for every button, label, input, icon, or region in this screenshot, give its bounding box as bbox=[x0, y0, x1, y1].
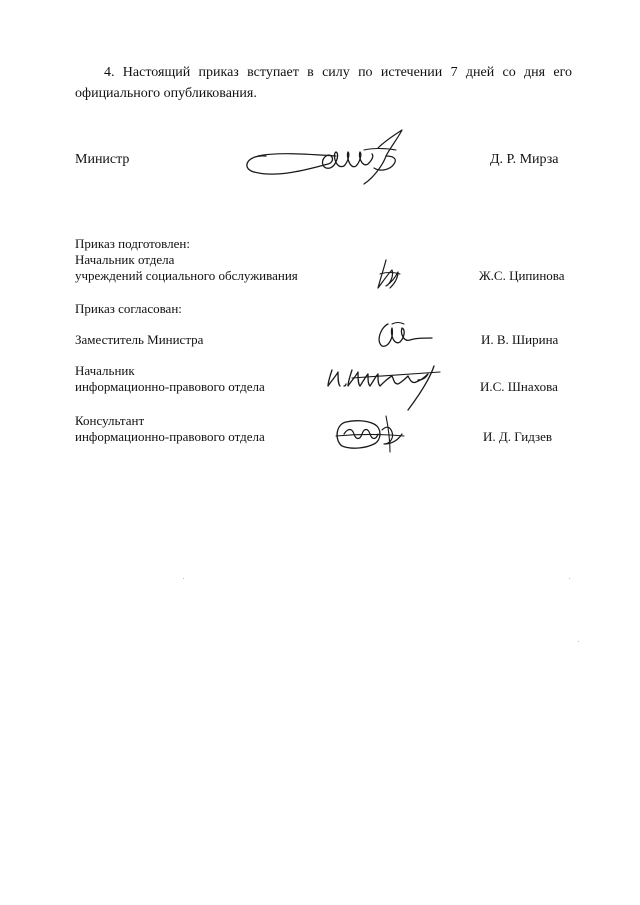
prepared-signature bbox=[374, 258, 404, 292]
minister-signature bbox=[236, 126, 406, 188]
deputy-minister-signature bbox=[374, 318, 436, 352]
scan-speck bbox=[569, 578, 570, 579]
legal-head-signature bbox=[322, 358, 448, 416]
consultant-position-line-1: Консультант bbox=[75, 413, 145, 428]
scan-speck bbox=[578, 641, 579, 642]
minister-title: Министр bbox=[75, 152, 130, 167]
order-paragraph-4 bbox=[75, 62, 572, 104]
deputy-minister-name: И. В. Ширина bbox=[481, 332, 559, 347]
deputy-minister-position: Заместитель Министра bbox=[75, 332, 204, 347]
prepared-position-line-1: Начальник отдела bbox=[75, 252, 175, 267]
prepared-heading: Приказ подготовлен: bbox=[75, 236, 190, 251]
prepared-name: Ж.С. Ципинова bbox=[479, 268, 565, 283]
legal-head-position-line-1: Начальник bbox=[75, 363, 135, 378]
agreed-heading: Приказ согласован: bbox=[75, 301, 182, 316]
paragraph-line-1: 4. Настоящий приказ вступает в силу по истечении 7 дней со дня его bbox=[104, 65, 572, 80]
consultant-name: И. Д. Гидзев bbox=[483, 429, 553, 444]
prepared-position-line-2: учреждений социального обслуживания bbox=[75, 268, 298, 283]
minister-name: Д. Р. Мирза bbox=[490, 152, 559, 167]
consultant-position-line-2: информационно-правового отдела bbox=[75, 429, 265, 444]
legal-head-name: И.С. Шнахова bbox=[480, 379, 558, 394]
paragraph-line-2: официального опубликования. bbox=[75, 86, 257, 101]
scan-speck bbox=[183, 578, 184, 579]
consultant-signature bbox=[332, 414, 408, 454]
legal-head-position-line-2: информационно-правового отдела bbox=[75, 379, 265, 394]
